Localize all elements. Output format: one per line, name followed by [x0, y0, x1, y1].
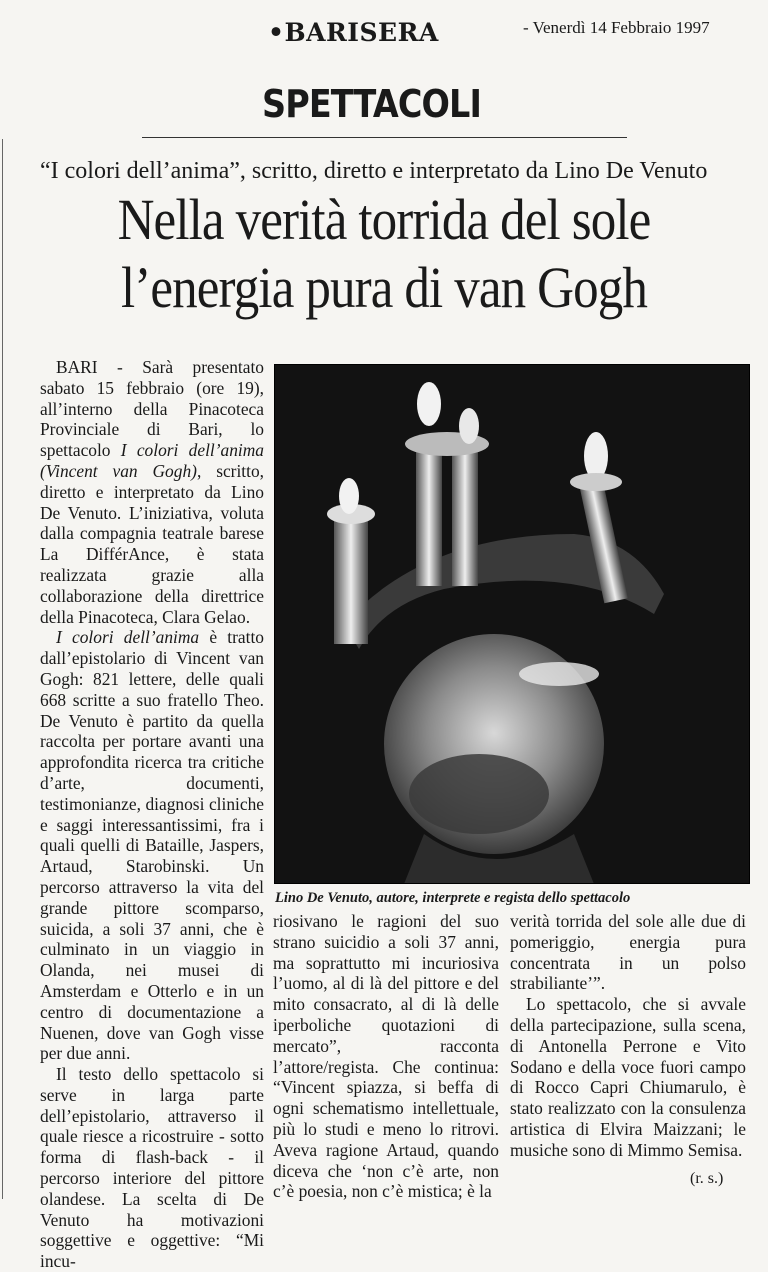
- author-signature: (r. s.): [690, 1170, 724, 1187]
- article-column-3: [510, 911, 746, 1161]
- paragraph: Lo spettacolo, che si avvale della partecipazione, sulla scena, di Antonella Perrone e Vito Sodano e della voce fuori campo di Rocco Capri Chiumarulo, è stato realizzato con la consulenza artistica di Elvira Maizzani; le musiche sono di Mimmo Semisa.: [510, 994, 746, 1160]
- kicker: “I colori dell’anima”, scritto, diretto e interpretato da Lino De Venuto: [40, 158, 708, 184]
- show-title: I colori dell’anima (Vincent van Gogh): [40, 440, 264, 481]
- article-column-2: [273, 911, 499, 1202]
- newspaper-masthead: •BARISERA: [268, 18, 439, 47]
- text: , scritto, diretto e interpretato da Lino De Venuto. L’iniziativa, voluta dalla compagnia teatrale barese La DifférAnce, è stata realizzata grazie alla collaborazione della direttrice della Pinacoteca, Clara Gelao.: [40, 460, 265, 627]
- paragraph: [40, 357, 264, 627]
- photo: [274, 364, 750, 884]
- text: è tratto dall’epistolario di Vincent van Gogh: 821 lettere, delle quali 668 scritte a suo fratello Theo. De Venuto è partito da quella raccolta per portare avanti una approfondita ricerca tra critiche d’arte, documenti, testimonianze, diagnosi cliniche e saggi interessantissimi, fra i quali quelli di Bataille, Jaspers, Artaud, Starobinski. Un percorso attraverso la vita del grande pittore scomparso, suicida, a soli 37 anni, che è culminato in un viaggio in Olanda, nei musei di Amsterdam e Otterlo e in un centro di documentazione a Nuenen, dove van Gogh visse per due anni.: [40, 627, 264, 1064]
- text: BARI - Sarà presentato sabato 15 febbraio (ore 19), all’interno della Pinacoteca Provinciale di Bari, lo spettacolo: [40, 357, 264, 461]
- paragraph: Il testo dello spettacolo si serve in larga parte dell’epistolario, attraverso il quale riesce a ricostruire - sotto forma di flash-back - il percorso interiore del pittore olandese. La scelta di De Venuto ha motivazioni soggettive e oggettive: “Mi incu-: [40, 1064, 264, 1272]
- show-title: I colori dell’anima: [56, 627, 200, 648]
- article-column-1: [40, 357, 264, 1272]
- section-rule: [142, 137, 627, 138]
- headline: [0, 186, 768, 322]
- paragraph: [40, 627, 264, 1064]
- section-title: SPETTACOLI: [262, 82, 482, 126]
- issue-date: - Venerdì 14 Febbraio 1997: [523, 18, 710, 37]
- photo-caption: Lino De Venuto, autore, interprete e regista dello spettacolo: [275, 890, 631, 906]
- headline-line-1: Nella verità torrida del sole: [117, 187, 651, 252]
- paragraph: riosivano le ragioni del suo strano suicidio a soli 37 anni, ma soprattutto mi incuriosiva l’uomo, al di là del pittore e del mito consacrato, al di là delle iperboliche quotazioni di mercato”, racconta l’attore/regista. Che continua: “Vincent spiazza, si beffa di ogni schematismo intellettuale, più lo studi e meno lo ritrovi. Aveva ragione Artaud, quando diceva che ‘non c’è arte, non c’è poesia, non c’è mistica; è la: [273, 911, 499, 1202]
- paragraph: verità torrida del sole alle due di pomeriggio, energia pura concentrata in un polso strabiliante’”.: [510, 911, 746, 994]
- portrait-photo-icon: [274, 364, 750, 884]
- headline-line-2: l’energia pura di van Gogh: [120, 255, 648, 320]
